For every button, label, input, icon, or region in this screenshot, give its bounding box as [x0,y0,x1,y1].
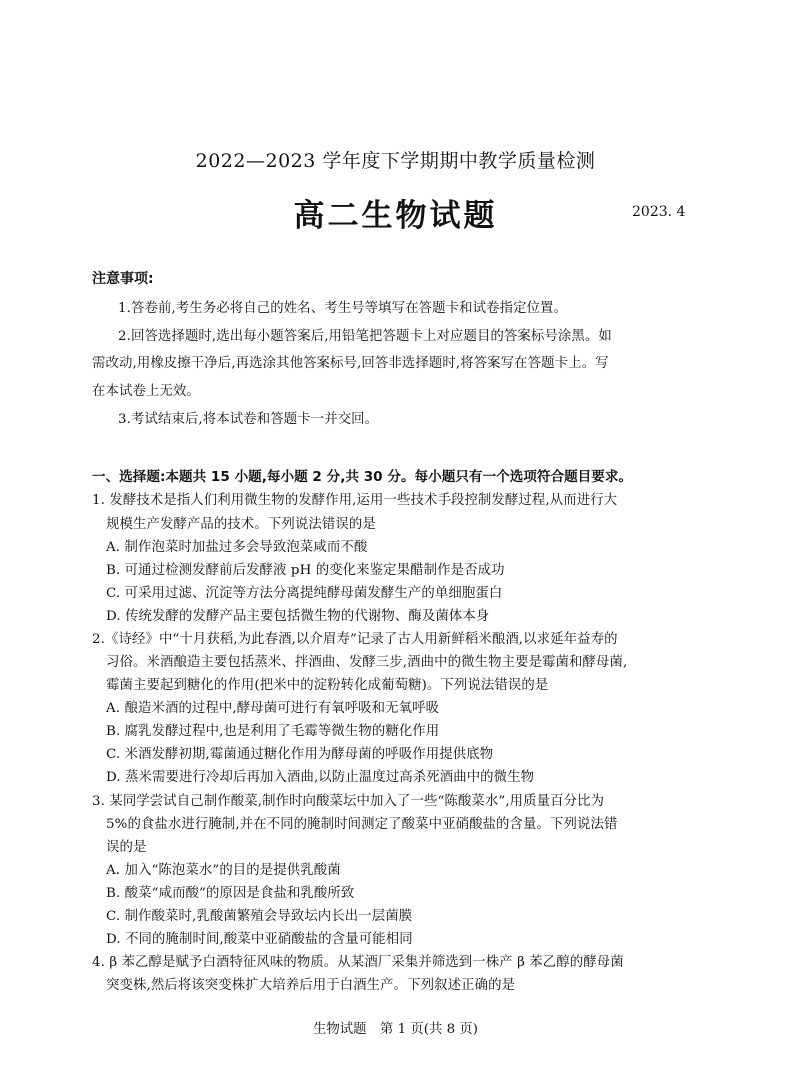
q2-option-c: C. 米酒发酵初期,霉菌通过糖化作用为酵母菌的呼吸作用提供底物 [106,747,494,762]
q2-stem-line: 习俗。米酒酿造主要包括蒸米、拌酒曲、发酵三步,酒曲中的微生物主要是霉菌和酵母菌, [106,655,628,670]
q4-stem-line: 突变株,然后将该突变株扩大培养后用于白酒生产。下列叙述正确的是 [106,978,516,993]
q2-stem-line: 霉菌主要起到糖化的作用(把米中的淀粉转化成葡萄糖)。下列说法错误的是 [106,678,549,693]
q2-option-b: B. 腐乳发酵过程中,也是利用了毛霉等微生物的糖化作用 [106,724,440,739]
exam-name: 2022—2023 学年度下学期期中教学质量检测 [195,150,596,172]
notice-line-4: 在本试卷上无效。 [92,384,200,399]
q3-stem-line: 3. 某同学尝试自己制作酸菜,制作时向酸菜坛中加入了一些“陈酸菜水”,用质量百分比为 [92,794,605,809]
q1-option-d: D. 传统发酵的发酵产品主要包括微生物的代谢物、酶及菌体本身 [106,609,490,624]
q1-option-c: C. 可采用过滤、沉淀等方法分离提纯酵母菌发酵生产的单细胞蛋白 [106,586,503,601]
notice-line-2: 2.回答选择题时,选出每小题答案后,用铅笔把答题卡上对应题目的答案标号涂黑。如 [118,329,612,344]
exam-date: 2023. 4 [632,204,686,220]
q3-stem-line: 5%的食盐水进行腌制,并在不同的腌制时间测定了酸菜中亚硝酸盐的含量。下列说法错 [106,817,618,832]
paper-title: 高二生物试题 [293,198,498,234]
notice-line-3: 需改动,用橡皮擦干净后,再选涂其他答案标号,回答非选择题时,将答案写在答题卡上。写 [92,356,609,371]
q1-option-a: A. 制作泡菜时加盐过多会导致泡菜咸而不酸 [106,540,368,555]
q3-option-b: B. 酸菜“咸而酸”的原因是食盐和乳酸所致 [106,886,355,901]
q1-option-b: B. 可通过检测发酵前后发酵液 pH 的变化来鉴定果醋制作是否成功 [106,563,505,578]
q2-option-a: A. 酿造米酒的过程中,酵母菌可进行有氧呼吸和无氧呼吸 [106,701,440,716]
q4-stem-line: 4. β 苯乙醇是赋予白酒特征风味的物质。从某酒厂采集并筛选到一株产 β 苯乙醇的酵母菌 [92,955,624,970]
q2-option-d: D. 蒸米需要进行冷却后再加入酒曲,以防止温度过高杀死酒曲中的微生物 [106,770,535,785]
q3-option-c: C. 制作酸菜时,乳酸菌繁殖会导致坛内长出一层菌膜 [106,909,413,924]
section-heading: 一、选择题:本题共 15 小题,每小题 2 分,共 30 分。每小题只有一个选项符合题目要求。 [92,469,633,485]
q1-stem-line: 规模生产发酵产品的技术。下列说法错误的是 [106,517,376,532]
q3-option-a: A. 加入“陈泡菜水”的目的是提供乳酸菌 [106,863,341,878]
q1-stem-line: 1. 发酵技术是指人们利用微生物的发酵作用,运用一些技术手段控制发酵过程,从而进行大 [92,493,618,508]
notice-line-5: 3.考试结束后,将本试卷和答题卡一并交回。 [118,412,379,427]
notice-line-1: 1.答卷前,考生务必将自己的姓名、考生号等填写在答题卡和试卷指定位置。 [118,301,568,316]
notice-heading: 注意事项: [92,271,154,287]
q3-option-d: D. 不同的腌制时间,酸菜中亚硝酸盐的含量可能相同 [106,932,413,947]
q2-stem-line: 2.《诗经》中“十月获稻,为此春酒,以介眉寿”记录了古人用新鲜稻米酿酒,以求延年益寿的 [92,632,618,647]
q3-stem-line: 误的是 [106,840,147,855]
page-footer: 生物试题 第 1 页(共 8 页) [312,1022,479,1037]
